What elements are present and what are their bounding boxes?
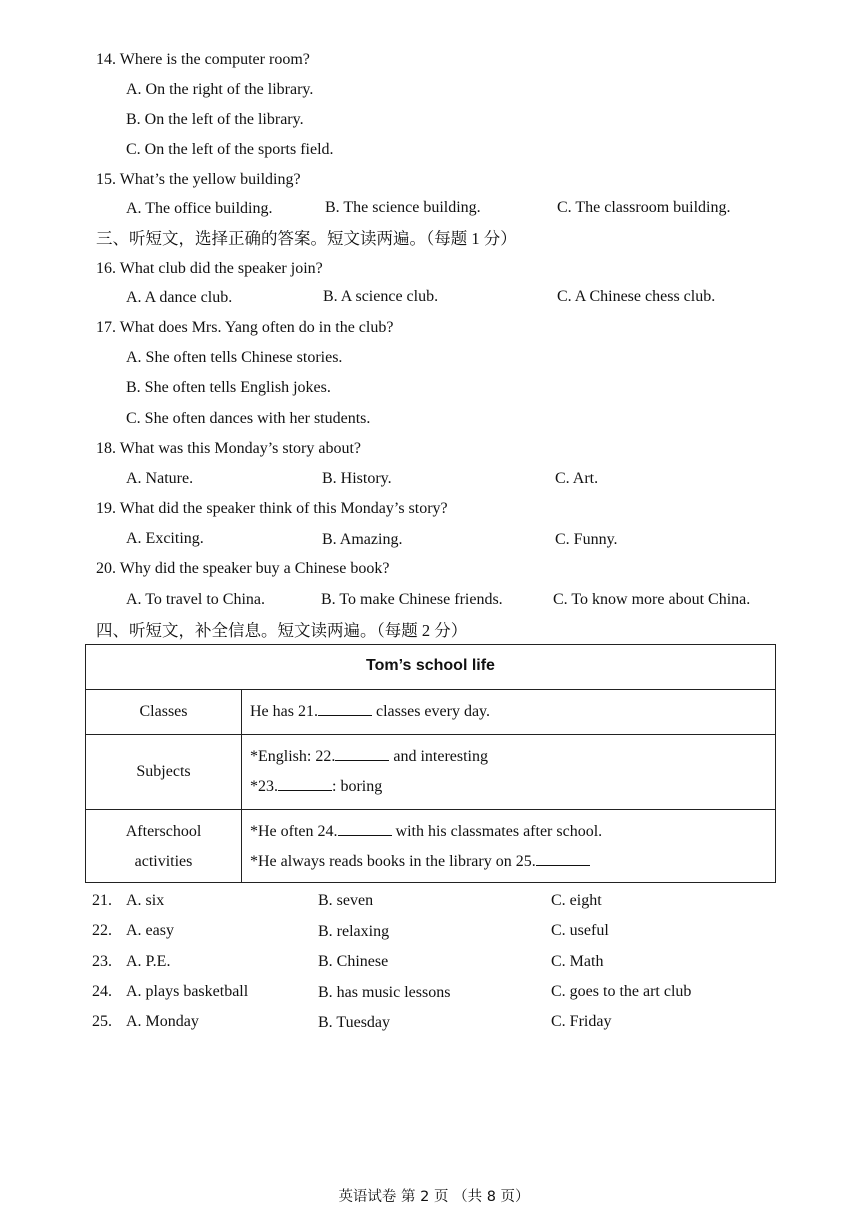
question-18-option-a: A. Nature. (126, 470, 194, 487)
row-label-subjects: Subjects (136, 763, 191, 780)
answer-24-option-c: C. goes to the art club (551, 983, 692, 1000)
question-20-option-c: C. To know more about China. (553, 591, 751, 608)
question-16-stem: 16. What club did the speaker join? (96, 260, 323, 277)
blank-21-prefix: He has 21. (250, 703, 318, 720)
blank-23-suffix: : boring (332, 778, 383, 795)
question-19-option-b: B. Amazing. (322, 531, 403, 548)
table-row-classes (86, 689, 775, 734)
question-19-stem: 19. What did the speaker think of this Monday’s story? (96, 500, 448, 517)
answer-25-option-b: B. Tuesday (318, 1014, 391, 1031)
blank-24-prefix: *He often 24. (250, 823, 338, 840)
row-content-classes (250, 697, 490, 727)
question-16-option-a: A. A dance club. (126, 289, 233, 306)
table-row-activities (86, 809, 775, 883)
question-14-option-b: B. On the left of the library. (126, 111, 304, 128)
question-16-option-c: C. A Chinese chess club. (557, 288, 716, 305)
answer-25-option-c: C. Friday (551, 1013, 612, 1030)
answer-21-number: 21. (92, 892, 112, 909)
question-18-option-c: C. Art. (555, 470, 599, 487)
question-15-option-c: C. The classroom building. (557, 199, 731, 216)
answer-24-option-a: A. plays basketball (126, 983, 249, 1000)
answer-blank-22[interactable] (335, 746, 389, 761)
answer-23-option-a: A. P.E. (126, 953, 171, 970)
question-20-option-a: A. To travel to China. (126, 591, 266, 608)
school-life-table (85, 644, 776, 883)
question-18-option-b: B. History. (322, 470, 392, 487)
table-row-subjects (86, 734, 775, 809)
blank-21-suffix: classes every day. (371, 703, 491, 720)
question-15-option-b: B. The science building. (325, 199, 481, 216)
question-17-option-b: B. She often tells English jokes. (126, 379, 331, 396)
answer-25-option-a: A. Monday (126, 1013, 199, 1030)
question-17-option-a: A. She often tells Chinese stories. (126, 349, 343, 366)
answer-22-option-b: B. relaxing (318, 923, 390, 940)
question-15-option-a: A. The office building. (126, 200, 273, 217)
answer-blank-21[interactable] (318, 701, 372, 716)
row-label-activities-1: Afterschool (125, 823, 202, 840)
row-content-activities-line-1 (250, 817, 602, 847)
question-20-option-b: B. To make Chinese friends. (321, 591, 503, 608)
row-content-activities-line-2 (250, 847, 590, 877)
page-footer: 英语试卷 第 2 页 （共 8 页） (338, 1189, 530, 1205)
answer-23-option-c: C. Math (551, 953, 604, 970)
row-label-activities-2: activities (134, 853, 193, 870)
answer-22-option-a: A. easy (126, 922, 174, 939)
row-content-subjects-line-2 (250, 772, 382, 802)
answer-24-number: 24. (92, 983, 112, 1000)
answer-blank-24[interactable] (338, 821, 392, 836)
blank-23-prefix: *23. (250, 778, 278, 795)
answer-blank-25[interactable] (536, 851, 590, 866)
question-16-option-b: B. A science club. (323, 288, 439, 305)
answer-22-number: 22. (92, 922, 112, 939)
question-15-stem: 15. What’s the yellow building? (96, 171, 301, 188)
question-19-option-c: C. Funny. (555, 531, 618, 548)
answer-23-number: 23. (92, 953, 112, 970)
row-label-classes: Classes (139, 703, 188, 720)
blank-25-prefix: *He always reads books in the library on 25. (250, 853, 536, 870)
question-14-option-a: A. On the right of the library. (126, 81, 314, 98)
answer-21-option-a: A. six (126, 892, 165, 909)
answer-23-option-b: B. Chinese (318, 953, 389, 970)
question-17-stem: 17. What does Mrs. Yang often do in the club? (96, 319, 394, 336)
answer-blank-23[interactable] (278, 776, 332, 791)
question-19-option-a: A. Exciting. (126, 530, 204, 547)
question-14-stem: 14. Where is the computer room? (96, 51, 310, 68)
blank-22-prefix: *English: 22. (250, 748, 336, 765)
answer-24-option-b: B. has music lessons (318, 984, 451, 1001)
table-title: Tom’s school life (366, 657, 495, 674)
question-18-stem: 18. What was this Monday’s story about? (96, 440, 362, 457)
answer-21-option-b: B. seven (318, 892, 374, 909)
answer-21-option-c: C. eight (551, 892, 602, 909)
row-content-subjects-line-1 (250, 742, 488, 772)
blank-24-suffix: with his classmates after school. (391, 823, 603, 840)
answer-22-option-c: C. useful (551, 922, 609, 939)
question-14-option-c: C. On the left of the sports field. (126, 141, 334, 158)
question-17-option-c: C. She often dances with her students. (126, 410, 371, 427)
section-3-heading: 三、听短文，选择正确的答案。短文读两遍。（每题 1 分） (96, 229, 517, 248)
question-20-stem: 20. Why did the speaker buy a Chinese book? (96, 560, 390, 577)
blank-22-suffix: and interesting (389, 748, 488, 765)
answer-25-number: 25. (92, 1013, 112, 1030)
section-4-heading: 四、听短文，补全信息。短文读两遍。（每题 2 分） (96, 621, 468, 640)
